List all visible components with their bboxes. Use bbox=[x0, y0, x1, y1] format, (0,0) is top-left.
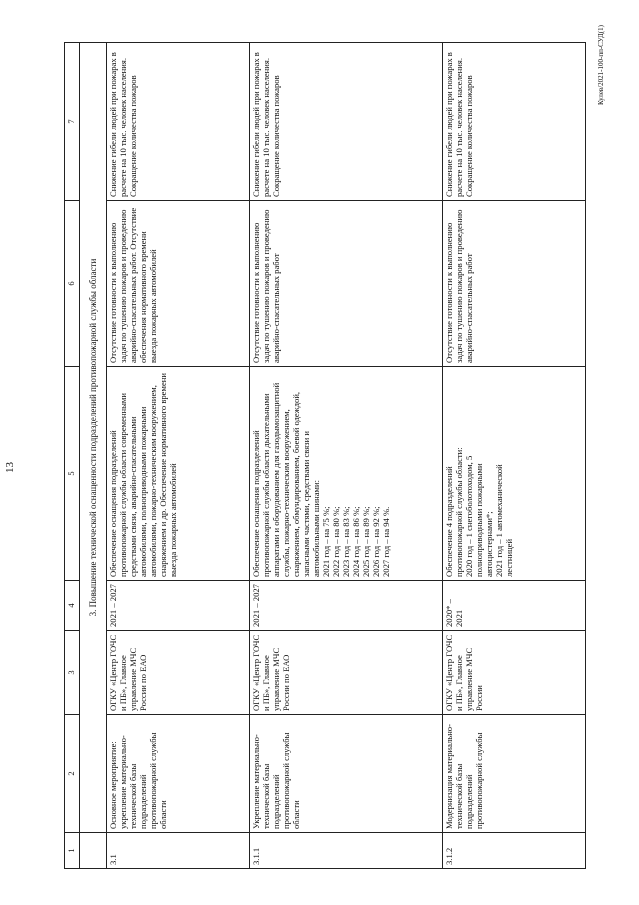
table-row bbox=[107, 43, 250, 869]
year-line: 2026 год – на 92 %; bbox=[371, 506, 381, 577]
col-number-6: 6 bbox=[65, 201, 80, 367]
year-line: 2024 год – на 86 %; bbox=[351, 506, 361, 577]
col-number-7: 7 bbox=[65, 43, 80, 201]
year-list bbox=[321, 370, 391, 577]
table-row bbox=[250, 43, 443, 869]
row-number: 3.1 bbox=[107, 833, 250, 869]
row-number: 3.1.2 bbox=[443, 833, 586, 869]
event-name: Укрепление материально-технической базы подразделений противопожарной службы области bbox=[250, 715, 443, 833]
result-line: автоцистернами*; bbox=[484, 511, 494, 577]
consequence: Отсутствие готовности к выполнению задач по тушению пожаров и проведению аварийно-спасательных работ bbox=[250, 201, 443, 367]
result-line: 2020 год – 1 снегоболотоходом, 5 bbox=[464, 455, 474, 577]
col-number-4: 4 bbox=[65, 581, 80, 631]
executor: ОГКУ «Центр ГОЧС и ПБ», Главное управление МЧС России по ЕАО bbox=[107, 631, 250, 715]
column-number-row bbox=[65, 43, 80, 869]
section-row bbox=[80, 43, 107, 869]
footer-code: Кулев/2021-100-пп-СУД(1) bbox=[597, 25, 605, 105]
page-number: 13 bbox=[4, 462, 16, 473]
expected-result: Обеспечение оснащения подразделений противопожарной службы области современными средствами связи, аварийно-спасательными автомобилями, полноприводными пожарными автомобилями, пожарно-техническим вооружением, снаряжением и др. Обеспечение нормативного времени выезда пожарных автомобилей bbox=[107, 367, 250, 581]
indicator: Снижение гибели людей при пожарах в расчете на 10 тыс. человек населения. Сокращение количества пожаров bbox=[107, 43, 250, 201]
table-row bbox=[443, 43, 586, 869]
year-line: 2027 год – на 94 %. bbox=[381, 506, 391, 577]
period: 2020* – 2021 bbox=[443, 581, 586, 631]
consequence: Отсутствие готовности к выполнению задач по тушению пожаров и проведению аварийно-спасательных работ. Отсутствие обеспечения нормативного времени выезда пожарных автомобилей bbox=[107, 201, 250, 367]
section-empty-cell bbox=[80, 833, 107, 869]
result-line: 2021 год – 1 автомеханической bbox=[494, 464, 504, 577]
indicator: Снижение гибели людей при пожарах в расчете на 10 тыс. человек населения. Сокращение количества пожаров bbox=[443, 43, 586, 201]
period: 2021 – 2027 bbox=[107, 581, 250, 631]
result-line: противопожарной службы области: bbox=[454, 447, 464, 577]
consequence: Отсутствие готовности к выполнению задач по тушению пожаров и проведению аварийно-спасательных работ bbox=[443, 201, 586, 367]
program-table bbox=[64, 42, 586, 869]
period: 2021 – 2027 bbox=[250, 581, 443, 631]
result-line: Обеспечение 4 подразделений bbox=[444, 466, 454, 577]
row-number: 3.1.1 bbox=[250, 833, 443, 869]
year-line: 2023 год – на 83 %; bbox=[341, 506, 351, 577]
result-text: Обеспечение оснащения подразделений противопожарной службы области дыхательными аппаратами и оборудованием для газодымозащитной службы, пожарно-техническим вооружением, снаряжением, обмундированием, боевой одеждой, запасными частями, средствами связи и автомобильными шинами: bbox=[251, 382, 321, 577]
event-name: Основное мероприятие: укрепление материально-технической базы подразделений противопожарной службы области bbox=[107, 715, 250, 833]
event-name: Модернизация материально-технической базы подразделений противопожарной службы bbox=[443, 715, 586, 833]
col-number-1: 1 bbox=[65, 833, 80, 869]
col-number-2: 2 bbox=[65, 715, 80, 833]
expected-result bbox=[443, 367, 586, 581]
executor: ОГКУ «Центр ГОЧС и ПБ», Главное управление МЧС России по ЕАО bbox=[250, 631, 443, 715]
section-title: 3. Повышение технической оснащенности подразделений противопожарной службы области bbox=[80, 43, 107, 833]
result-line: лестницей bbox=[504, 538, 514, 577]
year-line: 2022 год – на 80 %; bbox=[331, 506, 341, 577]
expected-result bbox=[250, 367, 443, 581]
result-line: полноприводными пожарными bbox=[474, 463, 484, 577]
col-number-3: 3 bbox=[65, 631, 80, 715]
year-line: 2025 год – на 89 %; bbox=[361, 506, 371, 577]
col-number-5: 5 bbox=[65, 367, 80, 581]
executor: ОГКУ «Центр ГОЧС и ПБ», Главное управление МЧС России bbox=[443, 631, 586, 715]
indicator: Снижение гибели людей при пожарах в расчете на 10 тыс. человек населения. Сокращение количества пожаров bbox=[250, 43, 443, 201]
year-line: 2021 год – на 75 %; bbox=[321, 506, 331, 577]
